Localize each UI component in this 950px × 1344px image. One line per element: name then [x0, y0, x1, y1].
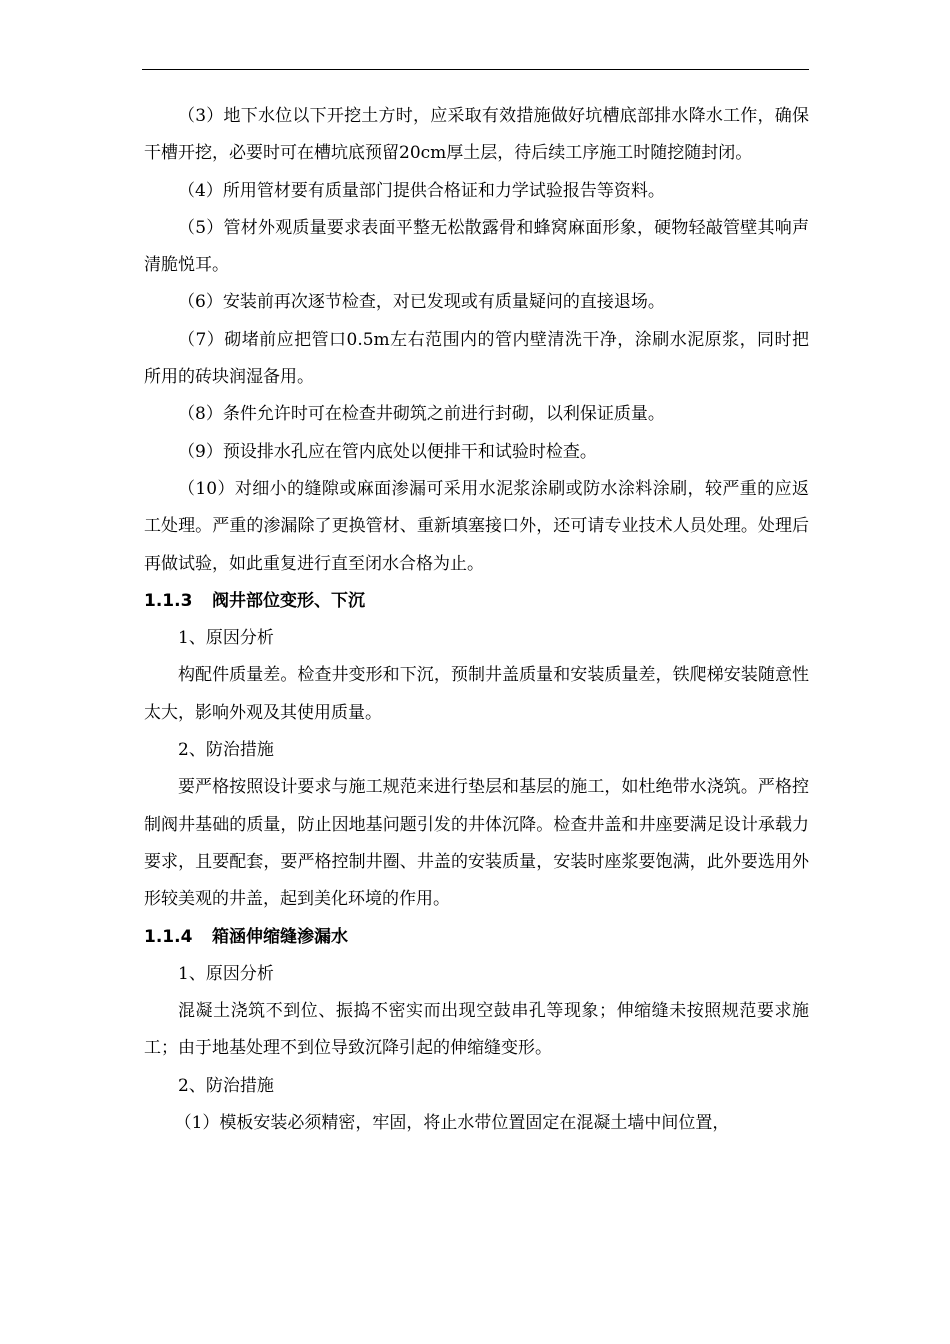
section-heading-1-1-3	[144, 583, 809, 620]
measure-text: 要严格按照设计要求与施工规范来进行垫层和基层的施工，如杜绝带水浇筑。严格控制阀井基础的质量，防止因地基问题引发的井体沉降。检查井盖和井座要满足设计承载力要求，且要配套，要严格控制井圈、井盖的安装质量，安装时座浆要饱满，此外要选用外形较美观的井盖，起到美化环境的作用。	[144, 777, 809, 910]
paragraph-5: （5）管材外观质量要求表面平整无松散露骨和蜂窝麻面形象，硬物轻敲管壁其响声清脆悦耳。	[144, 217, 809, 276]
section-number: 1.1.4	[144, 926, 193, 947]
paragraph-6: （6）安装前再次逐节检查，对已发现或有质量疑问的直接退场。	[178, 292, 665, 313]
cause-text: 混凝土浇筑不到位、振捣不密实而出现空鼓串孔等现象；伸缩缝未按照规范要求施工；由于地基处理不到位导致沉降引起的伸缩缝变形。	[144, 1001, 809, 1059]
measure-heading: 2、防治措施	[178, 1075, 274, 1096]
cause-heading: 1、原因分析	[178, 628, 274, 649]
paragraph-9: （9）预设排水孔应在管内底处以便排干和试验时检查。	[178, 441, 597, 462]
paragraph-10: （10）对细小的缝隙或麻面渗漏可采用水泥浆涂刷或防水涂料涂刷，较严重的应返工处理。严重的渗漏除了更换管材、重新填塞接口外，还可请专业技术人员处理。处理后再做试验，如此重复进行直至闭水合格为止。	[144, 478, 809, 574]
document-body	[144, 98, 809, 1142]
paragraph-7: （7）砌堵前应把管口0.5m左右范围内的管内壁清洗干净，涂刷水泥原浆，同时把所用的砖块润湿备用。	[144, 329, 809, 388]
cause-heading: 1、原因分析	[178, 963, 274, 984]
measure-item-1: （1）模板安装必须精密，牢固，将止水带位置固定在混凝土墙中间位置，	[174, 1113, 730, 1134]
section-number: 1.1.3	[144, 590, 193, 611]
cause-text: 构配件质量差。检查井变形和下沉，预制井盖质量和安装质量差，铁爬梯安装随意性太大，影响外观及其使用质量。	[144, 665, 809, 723]
paragraph-8: （8）条件允许时可在检查井砌筑之前进行封砌，以利保证质量。	[178, 404, 665, 425]
section-heading-1-1-4	[144, 919, 809, 956]
paragraph-3: （3）地下水位以下开挖土方时，应采取有效措施做好坑槽底部排水降水工作，确保干槽开挖，必要时可在槽坑底预留20cm厚土层，待后续工序施工时随挖随封闭。	[144, 106, 809, 164]
measure-heading: 2、防治措施	[178, 740, 274, 761]
section-title: 箱涵伸缩缝渗漏水	[212, 926, 348, 947]
header-rule	[142, 69, 809, 70]
section-title: 阀井部位变形、下沉	[212, 590, 365, 611]
paragraph-4: （4）所用管材要有质量部门提供合格证和力学试验报告等资料。	[178, 180, 665, 201]
